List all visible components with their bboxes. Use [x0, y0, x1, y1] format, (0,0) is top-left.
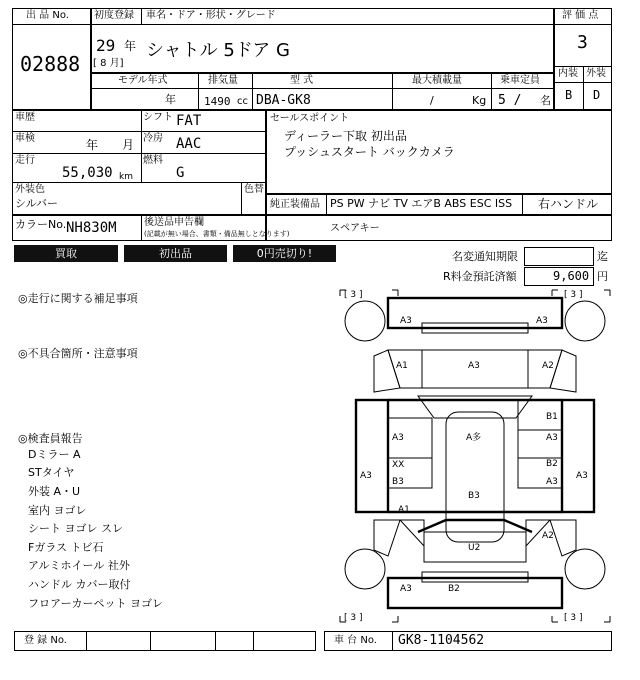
exterior-color-label: 外装色 — [15, 184, 45, 195]
inspection-year: 年 — [86, 138, 99, 152]
inspector-report-heading: ◎検査員報告 — [18, 432, 83, 445]
fuel-value: G — [176, 165, 185, 181]
tire-label-rl: [ 3 ] — [344, 613, 363, 623]
lot-number: 02888 — [20, 52, 81, 76]
mark-door-fr: B1 — [546, 412, 558, 422]
equipment-list: PS PW ナビ TV エアB ABS ESC ISS — [330, 197, 513, 210]
sales-point-1: ディーラー下取 初出品 — [284, 129, 407, 143]
mark-door-rl: XX — [392, 460, 405, 470]
color-no: NH830M — [66, 220, 117, 236]
mark-door-rr2: A3 — [546, 477, 558, 487]
report-item: シート ヨゴレ スレ — [28, 522, 123, 535]
post-items-box — [266, 215, 612, 241]
report-item: 外装 A・U — [28, 485, 81, 498]
color-change-label: 色替 — [244, 184, 264, 195]
mark-rear-bumper-l: A3 — [400, 584, 412, 594]
inspection-label: 車検 — [15, 133, 35, 144]
displacement-unit: cc — [237, 96, 248, 107]
first-registration-label: 初度登録 — [94, 10, 134, 21]
ac-value: AAC — [176, 136, 202, 152]
zero-yen-badge: 0円売切り! — [233, 245, 336, 262]
mark-door-fr-front: A3 — [546, 433, 558, 443]
ac-label: 冷房 — [143, 133, 163, 144]
mark-fender-fl: A1 — [396, 361, 408, 371]
shift-value: FAT — [176, 113, 202, 129]
capacity: 5 / — [498, 93, 522, 108]
mark-rear-glass: U2 — [468, 543, 481, 553]
mark-rear-bumper: B2 — [448, 584, 460, 594]
model-code-label: 型 式 — [290, 75, 314, 86]
exterior-label: 外装 — [586, 68, 606, 79]
sales-point-2: プッシュスタート バックカメラ — [284, 145, 455, 159]
report-item: 室内 ヨゴレ — [28, 504, 87, 517]
first-listing-badge: 初出品 — [124, 245, 227, 262]
evaluation-label: 評 価 点 — [562, 10, 599, 21]
recycle-fee: 9,600 — [553, 269, 590, 283]
report-item: Fガラス トビ石 — [28, 541, 104, 554]
buy-badge: 買取 — [14, 245, 118, 262]
fuel-label: 燃料 — [143, 155, 163, 166]
max-load-separator: / — [430, 94, 434, 107]
evaluation-score: 3 — [577, 32, 588, 53]
interior-grade: B — [565, 88, 573, 102]
registration-number-label: 登 録 No. — [24, 635, 67, 646]
report-item: フロアーカーペット ヨゴレ — [28, 597, 163, 610]
model-code: DBA-GK8 — [256, 93, 311, 108]
tire-label-fl: [ 3 ] — [344, 290, 363, 300]
name-change-deadline-field — [524, 247, 594, 266]
mileage-unit: km — [119, 172, 133, 182]
mark-door-fl: A3 — [392, 433, 404, 443]
mark-trunk: B3 — [468, 491, 480, 501]
mark-front-bumper-l: A3 — [400, 316, 412, 326]
color-no-label: カラーNo. — [15, 218, 67, 231]
registration-year: 29 — [96, 36, 116, 55]
shift-label: シフト — [143, 112, 173, 123]
report-item: Dミラー A — [28, 448, 81, 461]
post-items-note: (記載が無い場合、書類・備品無しとなります) — [144, 230, 290, 238]
name-change-unit: 迄 — [597, 250, 608, 263]
mark-roof: A多 — [466, 433, 482, 443]
vehicle-name-label: 車名・ドア・形状・グレード — [146, 10, 276, 21]
max-load-unit: Kg — [472, 94, 487, 107]
recycle-fee-label: R料金預託済額 — [443, 270, 517, 283]
driving-notes-heading: ◎走行に関する補足事項 — [18, 292, 138, 305]
steering-side: 右ハンドル — [538, 197, 599, 211]
mark-door-rr: B2 — [546, 459, 558, 469]
mark-door-rl2: B3 — [392, 477, 404, 487]
exterior-color: シルバー — [15, 197, 58, 210]
year-unit: 年 — [124, 39, 137, 53]
displacement-label: 排気量 — [208, 75, 238, 86]
interior-label: 内装 — [558, 68, 578, 79]
mark-fender-rl: A1 — [398, 505, 410, 515]
inspection-month: 月 — [122, 138, 135, 152]
max-load-label: 最大積載量 — [412, 75, 462, 86]
equipment-label: 純正装備品 — [270, 199, 320, 210]
chassis-number: GK8-1104562 — [398, 633, 485, 648]
mark-front-bumper-r: A3 — [536, 316, 548, 326]
model-year-label: モデル年式 — [118, 75, 168, 86]
history-label: 車歴 — [15, 112, 35, 123]
registration-month: [ 8 月] — [93, 58, 124, 69]
report-item: ハンドル カバー取付 — [28, 578, 131, 591]
lot-number-label: 出 品 No. — [26, 10, 69, 21]
report-item: アルミホイール 社外 — [28, 559, 130, 572]
car-damage-diagram — [338, 288, 612, 626]
mileage-label: 走行 — [15, 155, 35, 166]
mileage-value: 55,030 — [62, 165, 113, 181]
mark-sill-l: A3 — [360, 471, 372, 481]
mark-fender-fr: A2 — [542, 361, 554, 371]
chassis-number-label: 車 台 No. — [334, 635, 377, 646]
post-items: スペアキー — [330, 223, 380, 234]
report-item: STタイヤ — [28, 466, 75, 479]
exterior-grade: D — [593, 88, 601, 102]
capacity-unit: 名 — [540, 94, 551, 107]
mark-hood: A3 — [468, 361, 480, 371]
displacement: 1490 — [204, 95, 231, 108]
model-year-unit: 年 — [165, 93, 176, 106]
defects-heading: ◎不具合箇所・注意事項 — [18, 347, 138, 360]
mark-sill-r: A3 — [576, 471, 588, 481]
vehicle-name: シャトル 5ドア G — [146, 40, 290, 61]
name-change-deadline-label: 名変通知期限 — [452, 250, 518, 263]
mark-fender-rr: A2 — [542, 531, 554, 541]
tire-label-rr: [ 3 ] — [564, 613, 583, 623]
sales-point-label: セールスポイント — [270, 113, 350, 124]
post-items-label: 後送品申告欄 — [144, 217, 204, 228]
tire-label-fr: [ 3 ] — [564, 290, 583, 300]
recycle-fee-unit: 円 — [597, 270, 608, 283]
capacity-label: 乗車定員 — [500, 75, 540, 86]
